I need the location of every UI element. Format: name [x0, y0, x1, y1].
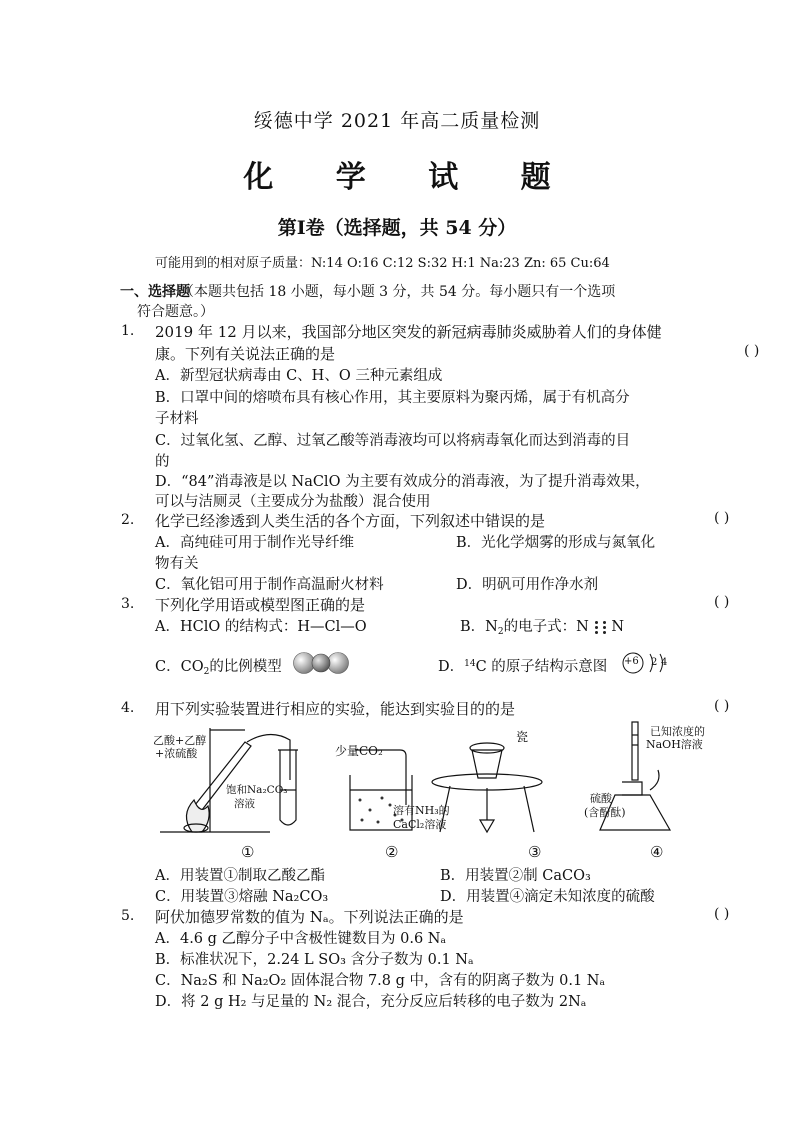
school-exam-title: 绥德中学 2021 年高二质量检测 [253, 110, 541, 132]
atomic-masses-line: 可能用到的相对原子质量：N:14 O:16 C:12 S:32 H:1 Na:23 Zn: 65 Cu:64 [155, 256, 610, 271]
label-cacl2-line1: 溶有NH₃的 [393, 804, 450, 817]
q3-answer-paren: ( ) [714, 594, 730, 610]
q4-answer-paren: ( ) [714, 698, 730, 714]
q1-stem-line2: 康。下列有关说法正确的是 [155, 345, 336, 363]
q2-option-b-line2: 物有关 [155, 556, 199, 572]
q5-stem: 阿伏加德罗常数的值为 Nₐ。下列说法正确的是 [155, 908, 464, 926]
q3-stem: 下列化学用语或模型图正确的是 [155, 596, 366, 614]
q5-option-a: A．4.6 g 乙醇分子中含极性键数目为 0.6 Nₐ [155, 931, 447, 947]
q4-option-a: A．用装置①制取乙酸乙酯 [155, 868, 325, 884]
apparatus-3 [432, 743, 542, 832]
q1-option-b-line2: 子材料 [155, 411, 199, 427]
q1-option-c-line2: 的 [155, 454, 170, 470]
nucleus-charge: +6 [624, 656, 639, 667]
part-title: 第Ⅰ卷（选择题，共 54 分） [277, 217, 517, 239]
q2-number: 2. [121, 512, 135, 528]
q1-option-d-line1: D．“84”消毒液是以 NaClO 为主要有效成分的消毒液，为了提升消毒效果， [155, 474, 650, 490]
co2-space-filling-model [292, 651, 350, 675]
q2-option-b-line1: B．光化学烟雾的形成与氮氧化 [456, 535, 656, 551]
apparatus-2-number: ② [385, 843, 399, 861]
section-note-line2: 符合题意。） [137, 304, 214, 320]
q2-option-d: D．明矾可用作净水剂 [456, 577, 599, 593]
label-cacl2-line2: CaCl₂溶液 [393, 818, 447, 831]
apparatus-4-number: ④ [650, 843, 664, 861]
label-acid-line1: 硫酸 [590, 792, 612, 805]
q1-option-a: A．新型冠状病毒由 C、H、O 三种元素组成 [155, 368, 443, 384]
q4-option-c: C．用装置③熔融 Na₂CO₃ [155, 889, 329, 905]
q5-option-b: B．标准状况下，2.24 L SO₃ 含分子数为 0.1 Nₐ [155, 952, 474, 968]
apparatus-3-number: ③ [528, 843, 542, 861]
shell1-count: 2 [651, 657, 658, 668]
q1-option-d-line2: 可以与洁厕灵（主要成分为盐酸）混合使用 [155, 494, 431, 510]
q1-answer-paren: ( ) [744, 343, 760, 359]
q1-option-b-line1: B．口罩中间的熔喷布具有核心作用，其主要原料为聚丙烯，属于有机高分 [155, 390, 630, 406]
q3-option-b: B．$N_2$的电子式：N N [460, 619, 625, 637]
q3-option-a: A．HClO 的结构式：H—Cl—O [155, 619, 367, 635]
label-porcelain: 瓷 [516, 730, 529, 744]
q3-option-c: C．$CO_2$的比例模型 [155, 659, 282, 677]
q5-option-d: D．将 2 g H₂ 与足量的 N₂ 混合，充分反应后转移的电子数为 2Nₐ [155, 994, 587, 1010]
label-reagents-line2: +浓硫酸 [155, 747, 198, 760]
label-co2: 少量CO₂ [335, 744, 383, 758]
q5-option-c: C．Na₂S 和 Na₂O₂ 固体混合物 7.8 g 中，含有的阴离子数为 0.1 Nₐ [155, 973, 606, 989]
triple-bond-dots [593, 621, 611, 633]
q2-stem: 化学已经渗透到人类生活的各个方面，下列叙述中错误的是 [155, 512, 546, 530]
q2-option-a: A．高纯硅可用于制作光导纤维 [155, 535, 354, 551]
subject-title: 化 学 试 题 [243, 160, 577, 195]
q5-answer-paren: ( ) [714, 906, 730, 922]
q4-number: 4. [121, 700, 135, 716]
label-naoh-line1: 已知浓度的 [650, 725, 705, 738]
q5-number: 5. [121, 908, 135, 924]
section-title: 一、选择题 [120, 284, 190, 300]
carbon-atom-structure-diagram [621, 650, 671, 676]
q3-number: 3. [121, 596, 135, 612]
label-na2co3-line2: 溶液 [234, 798, 255, 810]
label-reagents-line1: 乙酸+乙醇 [153, 734, 207, 747]
q4-stem: 用下列实验装置进行相应的实验，能达到实验目的的是 [155, 700, 516, 718]
label-acid-line2: (含酚酞) [584, 806, 626, 819]
q2-option-c: C．氧化铝可用于制作高温耐火材料 [155, 577, 384, 593]
q3-option-d: D．$^{14}$C 的原子结构示意图 [438, 659, 608, 675]
q4-option-b: B．用装置②制 CaCO₃ [440, 868, 591, 884]
q4-apparatus-figure [150, 720, 710, 860]
q1-option-c-line1: C．过氧化氢、乙醇、过氧乙酸等消毒液均可以将病毒氧化而达到消毒的目 [155, 433, 631, 449]
label-naoh-line2: NaOH溶液 [646, 738, 703, 751]
q1-number: 1. [121, 323, 135, 339]
apparatus-1-number: ① [241, 843, 255, 861]
q2-answer-paren: ( ) [714, 510, 730, 526]
q1-stem-line1: 2019 年 12 月以来，我国部分地区突发的新冠病毒肺炎威胁着人们的身体健 [155, 323, 662, 341]
section-note-line1: （本题共包括 18 小题，每小题 3 分，共 54 分。每小题只有一个选项 [180, 284, 616, 300]
q4-option-d: D．用装置④滴定未知浓度的硫酸 [440, 889, 655, 905]
label-na2co3-line1: 饱和Na₂CO₃ [226, 784, 288, 796]
shell2-count: 4 [661, 657, 668, 668]
